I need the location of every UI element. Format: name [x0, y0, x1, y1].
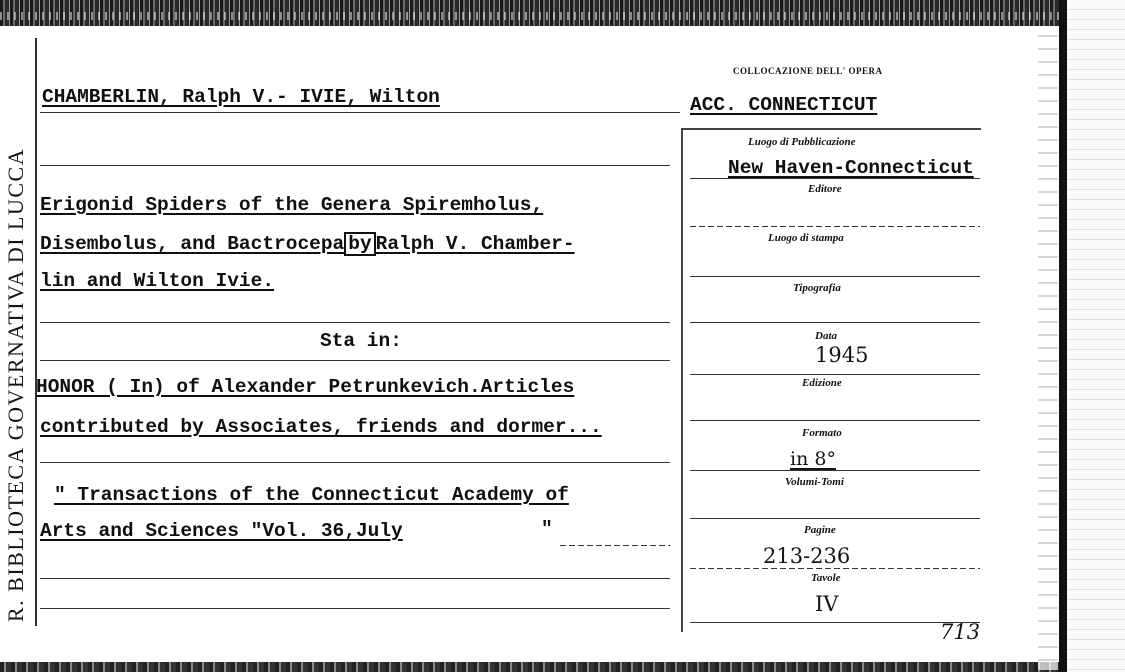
- data-label: Data: [815, 330, 837, 342]
- title-line-2-rest: Ralph V. Chamber-: [375, 233, 575, 255]
- place-value: New Haven-Connecticut: [728, 157, 974, 179]
- line-rule: [40, 462, 670, 463]
- line-rule: [690, 470, 980, 471]
- plates-value: IV: [815, 592, 839, 616]
- source-line-4: Arts and Sciences "Vol. 36,July: [40, 520, 403, 542]
- source-mark: ": [541, 518, 553, 540]
- line-rule: [690, 276, 980, 277]
- line-rule: [690, 226, 980, 227]
- format-value: in 8°: [790, 448, 836, 470]
- formato-label: Formato: [802, 427, 842, 439]
- tavole-label: Tavole: [811, 572, 841, 584]
- line-rule: [40, 322, 670, 323]
- title-line-3: lin and Wilton Ivie.: [40, 270, 275, 292]
- edizione-label: Edizione: [802, 377, 842, 389]
- luogo-stampa-label: Luogo di stampa: [768, 232, 844, 244]
- line-rule: [690, 322, 980, 323]
- line-rule: [560, 545, 670, 546]
- luogo-pubblicazione-label: Luogo di Pubblicazione: [748, 136, 856, 148]
- line-rule: [690, 420, 980, 421]
- line-rule: [690, 622, 980, 623]
- pagine-label: Pagine: [804, 524, 836, 536]
- sta-in-label: Sta in:: [320, 330, 402, 352]
- card-right-border: [1059, 0, 1067, 672]
- title-line-1: Erigonid Spiders of the Genera Spiremholus,: [40, 194, 544, 216]
- title-line-2-text: Disembolus, and Bactrocepa: [40, 233, 345, 255]
- margin-rule: [35, 38, 37, 626]
- line-rule: [690, 568, 980, 569]
- editore-label: Editore: [808, 183, 842, 195]
- scan-margin-right: [1067, 0, 1125, 672]
- scan-noise-top: [0, 0, 1060, 26]
- line-rule: [40, 360, 670, 361]
- scan-noise-right: [1038, 30, 1058, 670]
- volumi-tomi-label: Volumi-Tomi: [785, 476, 844, 488]
- tipografia-label: Tipografia: [793, 282, 841, 294]
- by-box: by: [344, 232, 375, 256]
- accession-stamp: ACC. CONNECTICUT: [690, 94, 878, 116]
- source-line-2: contributed by Associates, friends and dormer...: [40, 416, 602, 438]
- collocazione-header: COLLOCAZIONE DELL' OPERA: [733, 66, 883, 76]
- column-divider-top: [681, 128, 981, 130]
- line-rule: [40, 165, 670, 166]
- library-stamp: R. BIBLIOTECA GOVERNATIVA DI LUCCA: [3, 147, 28, 622]
- line-rule: [40, 578, 670, 579]
- line-rule: [690, 518, 980, 519]
- column-divider: [681, 128, 683, 632]
- line-rule: [690, 374, 980, 375]
- line-rule: [40, 112, 680, 113]
- title-line-2: [40, 232, 575, 256]
- date-value: 1945: [815, 343, 869, 367]
- source-line-1: HONOR ( In) of Alexander Petrunkevich.Articles: [36, 376, 575, 398]
- scan-noise-bottom: [0, 662, 1060, 672]
- pages-value: 213-236: [763, 544, 851, 568]
- line-rule: [40, 608, 670, 609]
- author-line: CHAMBERLIN, Ralph V.- IVIE, Wilton: [42, 86, 440, 108]
- source-line-3: " Transactions of the Connecticut Academy of: [54, 484, 569, 506]
- handwritten-note: 713: [940, 620, 981, 644]
